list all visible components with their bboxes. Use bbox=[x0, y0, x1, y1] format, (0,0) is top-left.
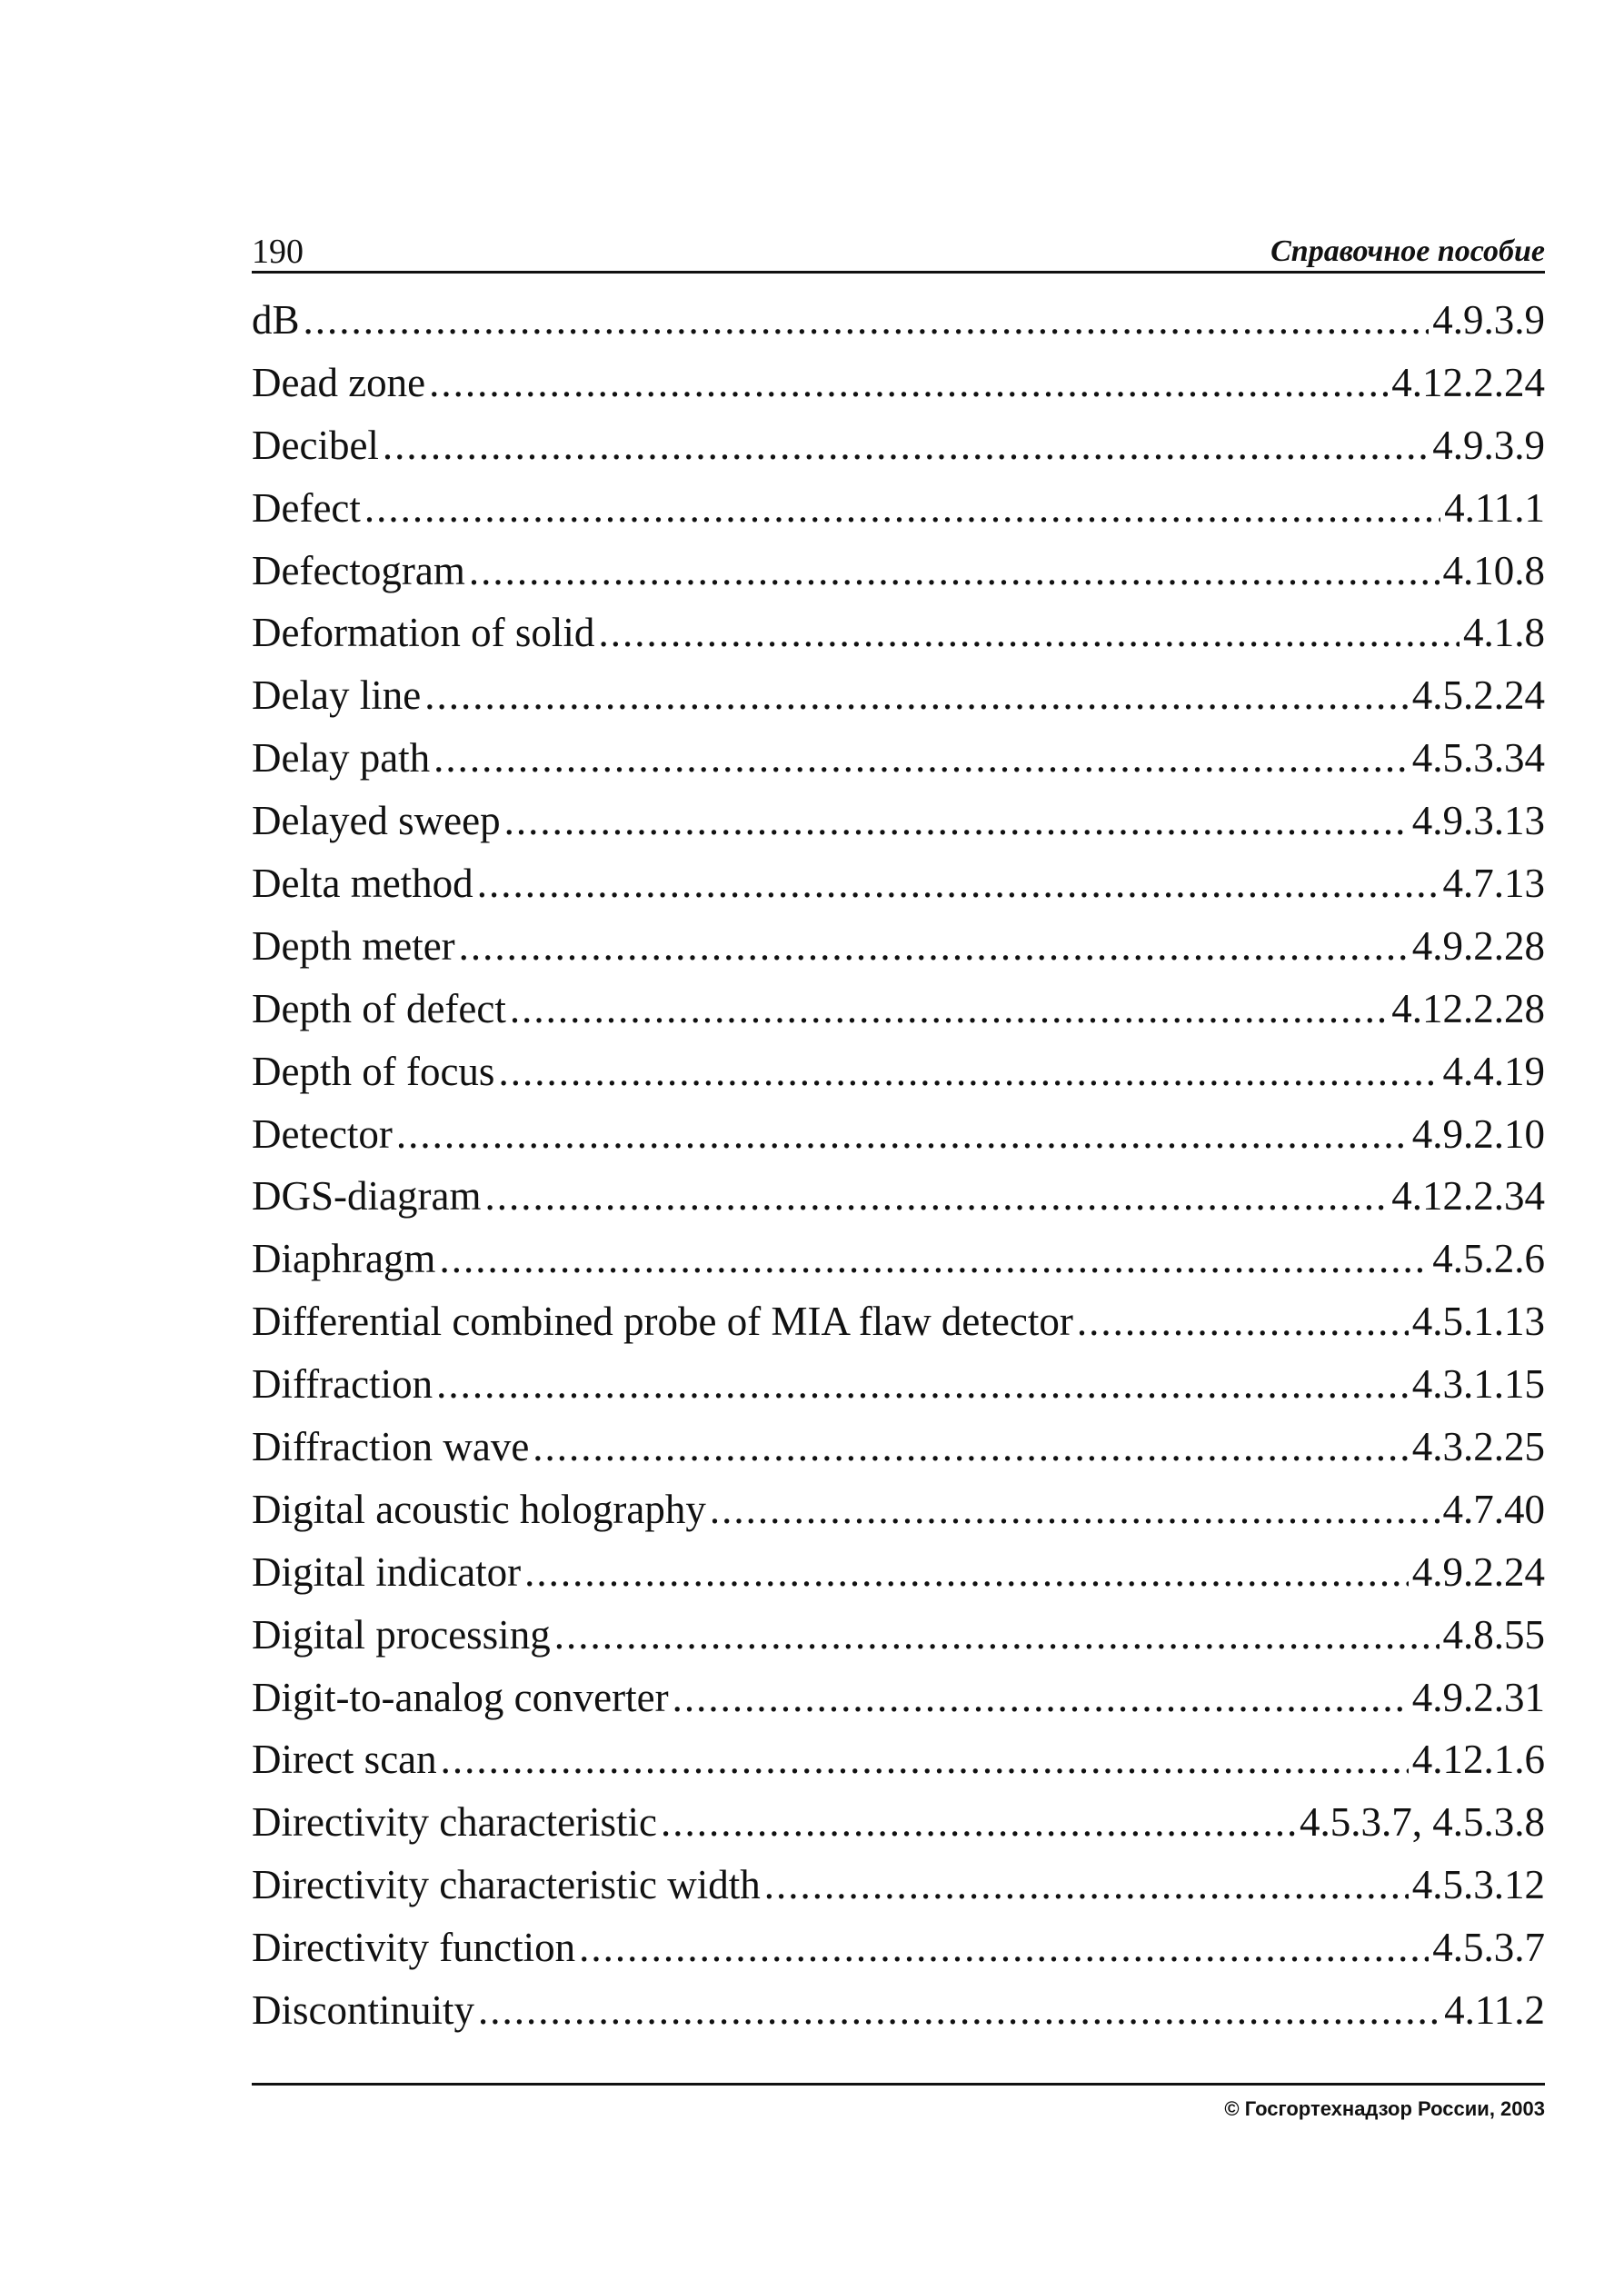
index-list bbox=[252, 289, 1545, 2042]
index-term: Defect bbox=[252, 484, 361, 531]
index-term: Delta method bbox=[252, 861, 473, 907]
dot-leader bbox=[524, 1541, 1409, 1604]
index-reference: 4.12.2.24 bbox=[1391, 359, 1545, 405]
index-reference: 4.5.2.24 bbox=[1411, 672, 1545, 719]
index-term: Detector bbox=[252, 1110, 393, 1157]
index-entry bbox=[252, 1103, 1545, 1166]
dot-leader bbox=[533, 1416, 1408, 1479]
dot-leader bbox=[433, 727, 1409, 790]
index-entry bbox=[252, 1604, 1545, 1667]
index-entry bbox=[252, 727, 1545, 790]
index-entry bbox=[252, 664, 1545, 727]
index-reference: 4.5.1.13 bbox=[1411, 1299, 1545, 1345]
dot-leader bbox=[304, 289, 1430, 352]
index-term: dB bbox=[252, 297, 300, 343]
index-entry bbox=[252, 1353, 1545, 1416]
index-reference: 4.7.40 bbox=[1442, 1486, 1545, 1532]
index-reference: 4.12.2.34 bbox=[1391, 1173, 1545, 1220]
index-reference: 4.8.55 bbox=[1442, 1611, 1545, 1658]
index-term: Digital acoustic holography bbox=[252, 1486, 706, 1532]
index-reference: 4.9.3.9 bbox=[1432, 422, 1545, 468]
index-reference: 4.12.2.28 bbox=[1391, 985, 1545, 1031]
index-reference: 4.5.3.34 bbox=[1411, 735, 1545, 782]
index-entry bbox=[252, 352, 1545, 414]
index-entry bbox=[252, 790, 1545, 852]
index-entry bbox=[252, 978, 1545, 1040]
index-reference: 4.3.2.25 bbox=[1411, 1424, 1545, 1470]
dot-leader bbox=[459, 915, 1409, 978]
dot-leader bbox=[498, 1040, 1439, 1103]
dot-leader bbox=[504, 790, 1409, 852]
running-title: Справочное пособие bbox=[1270, 234, 1545, 268]
index-entry bbox=[252, 1917, 1545, 1979]
index-entry bbox=[252, 1165, 1545, 1228]
index-reference: 4.9.2.28 bbox=[1411, 922, 1545, 969]
index-reference: 4.9.3.13 bbox=[1411, 798, 1545, 844]
index-term: Digit-to-analog converter bbox=[252, 1674, 669, 1720]
index-entry bbox=[252, 1541, 1545, 1604]
index-reference: 4.11.2 bbox=[1444, 1987, 1545, 2034]
dot-leader bbox=[469, 540, 1440, 602]
index-reference: 4.9.2.31 bbox=[1411, 1674, 1545, 1720]
index-entry bbox=[252, 540, 1545, 602]
dot-leader bbox=[383, 414, 1429, 477]
dot-leader bbox=[598, 602, 1460, 664]
index-reference: 4.10.8 bbox=[1442, 547, 1545, 593]
index-term: Digital processing bbox=[252, 1611, 551, 1658]
index-reference: 4.3.1.15 bbox=[1411, 1361, 1545, 1408]
index-reference: 4.11.1 bbox=[1444, 484, 1545, 531]
index-reference: 4.1.8 bbox=[1463, 610, 1545, 656]
index-reference: 4.5.2.6 bbox=[1432, 1236, 1545, 1282]
index-term: Depth of focus bbox=[252, 1048, 495, 1094]
dot-leader bbox=[396, 1103, 1409, 1166]
dot-leader bbox=[424, 664, 1409, 727]
dot-leader bbox=[554, 1604, 1440, 1667]
index-entry bbox=[252, 1290, 1545, 1353]
index-term: Depth of defect bbox=[252, 985, 506, 1031]
index-reference: 4.4.19 bbox=[1442, 1048, 1545, 1094]
index-term: Decibel bbox=[252, 422, 379, 468]
index-term: Dead zone bbox=[252, 359, 426, 405]
dot-leader bbox=[441, 1728, 1409, 1791]
dot-leader bbox=[673, 1667, 1409, 1729]
index-entry bbox=[252, 477, 1545, 540]
index-reference: 4.5.3.7, 4.5.3.8 bbox=[1300, 1799, 1545, 1846]
index-entry bbox=[252, 289, 1545, 352]
index-term: Deformation of solid bbox=[252, 610, 595, 656]
dot-leader bbox=[661, 1791, 1296, 1854]
index-term: Defectogram bbox=[252, 547, 465, 593]
index-entry bbox=[252, 1791, 1545, 1854]
index-term: Directivity characteristic width bbox=[252, 1862, 761, 1908]
page-number: 190 bbox=[252, 233, 304, 271]
index-term: Digital indicator bbox=[252, 1548, 522, 1595]
index-reference: 4.5.3.7 bbox=[1432, 1925, 1545, 1971]
index-term: DGS-diagram bbox=[252, 1173, 482, 1220]
dot-leader bbox=[477, 852, 1440, 915]
dot-leader bbox=[439, 1228, 1429, 1290]
index-reference: 4.9.3.9 bbox=[1432, 297, 1545, 343]
index-term: Diffraction wave bbox=[252, 1424, 530, 1470]
index-term: Delayed sweep bbox=[252, 798, 501, 844]
index-term: Diaphragm bbox=[252, 1236, 436, 1282]
dot-leader bbox=[510, 978, 1388, 1040]
index-term: Differential combined probe of MIA flaw detector bbox=[252, 1299, 1073, 1345]
index-term: Diffraction bbox=[252, 1361, 433, 1408]
copyright-notice: © Госгортехнадзор России, 2003 bbox=[1224, 2097, 1545, 2120]
dot-leader bbox=[579, 1917, 1429, 1979]
dot-leader bbox=[478, 1979, 1440, 2042]
dot-leader bbox=[484, 1165, 1388, 1228]
index-entry bbox=[252, 414, 1545, 477]
index-term: Directivity characteristic bbox=[252, 1799, 658, 1846]
index-entry bbox=[252, 1667, 1545, 1729]
index-entry bbox=[252, 915, 1545, 978]
dot-leader bbox=[436, 1353, 1409, 1416]
index-reference: 4.7.13 bbox=[1442, 861, 1545, 907]
dot-leader bbox=[1077, 1290, 1409, 1353]
index-entry bbox=[252, 1040, 1545, 1103]
dot-leader bbox=[710, 1479, 1440, 1541]
index-entry bbox=[252, 1228, 1545, 1290]
index-entry bbox=[252, 602, 1545, 664]
dot-leader bbox=[429, 352, 1388, 414]
index-term: Directivity function bbox=[252, 1925, 576, 1971]
index-reference: 4.5.3.12 bbox=[1411, 1862, 1545, 1908]
page-header bbox=[252, 227, 1545, 274]
index-entry bbox=[252, 852, 1545, 915]
index-term: Discontinuity bbox=[252, 1987, 474, 2034]
index-term: Depth meter bbox=[252, 922, 455, 969]
index-reference: 4.9.2.10 bbox=[1411, 1110, 1545, 1157]
index-term: Direct scan bbox=[252, 1737, 437, 1783]
index-reference: 4.9.2.24 bbox=[1411, 1548, 1545, 1595]
dot-leader bbox=[364, 477, 1440, 540]
index-entry bbox=[252, 1979, 1545, 2042]
index-term: Delay path bbox=[252, 735, 431, 782]
index-entry bbox=[252, 1479, 1545, 1541]
index-entry bbox=[252, 1728, 1545, 1791]
index-reference: 4.12.1.6 bbox=[1411, 1737, 1545, 1783]
index-term: Delay line bbox=[252, 672, 422, 719]
footer-rule bbox=[252, 2083, 1545, 2086]
index-entry bbox=[252, 1416, 1545, 1479]
index-entry bbox=[252, 1854, 1545, 1917]
dot-leader bbox=[764, 1854, 1409, 1917]
